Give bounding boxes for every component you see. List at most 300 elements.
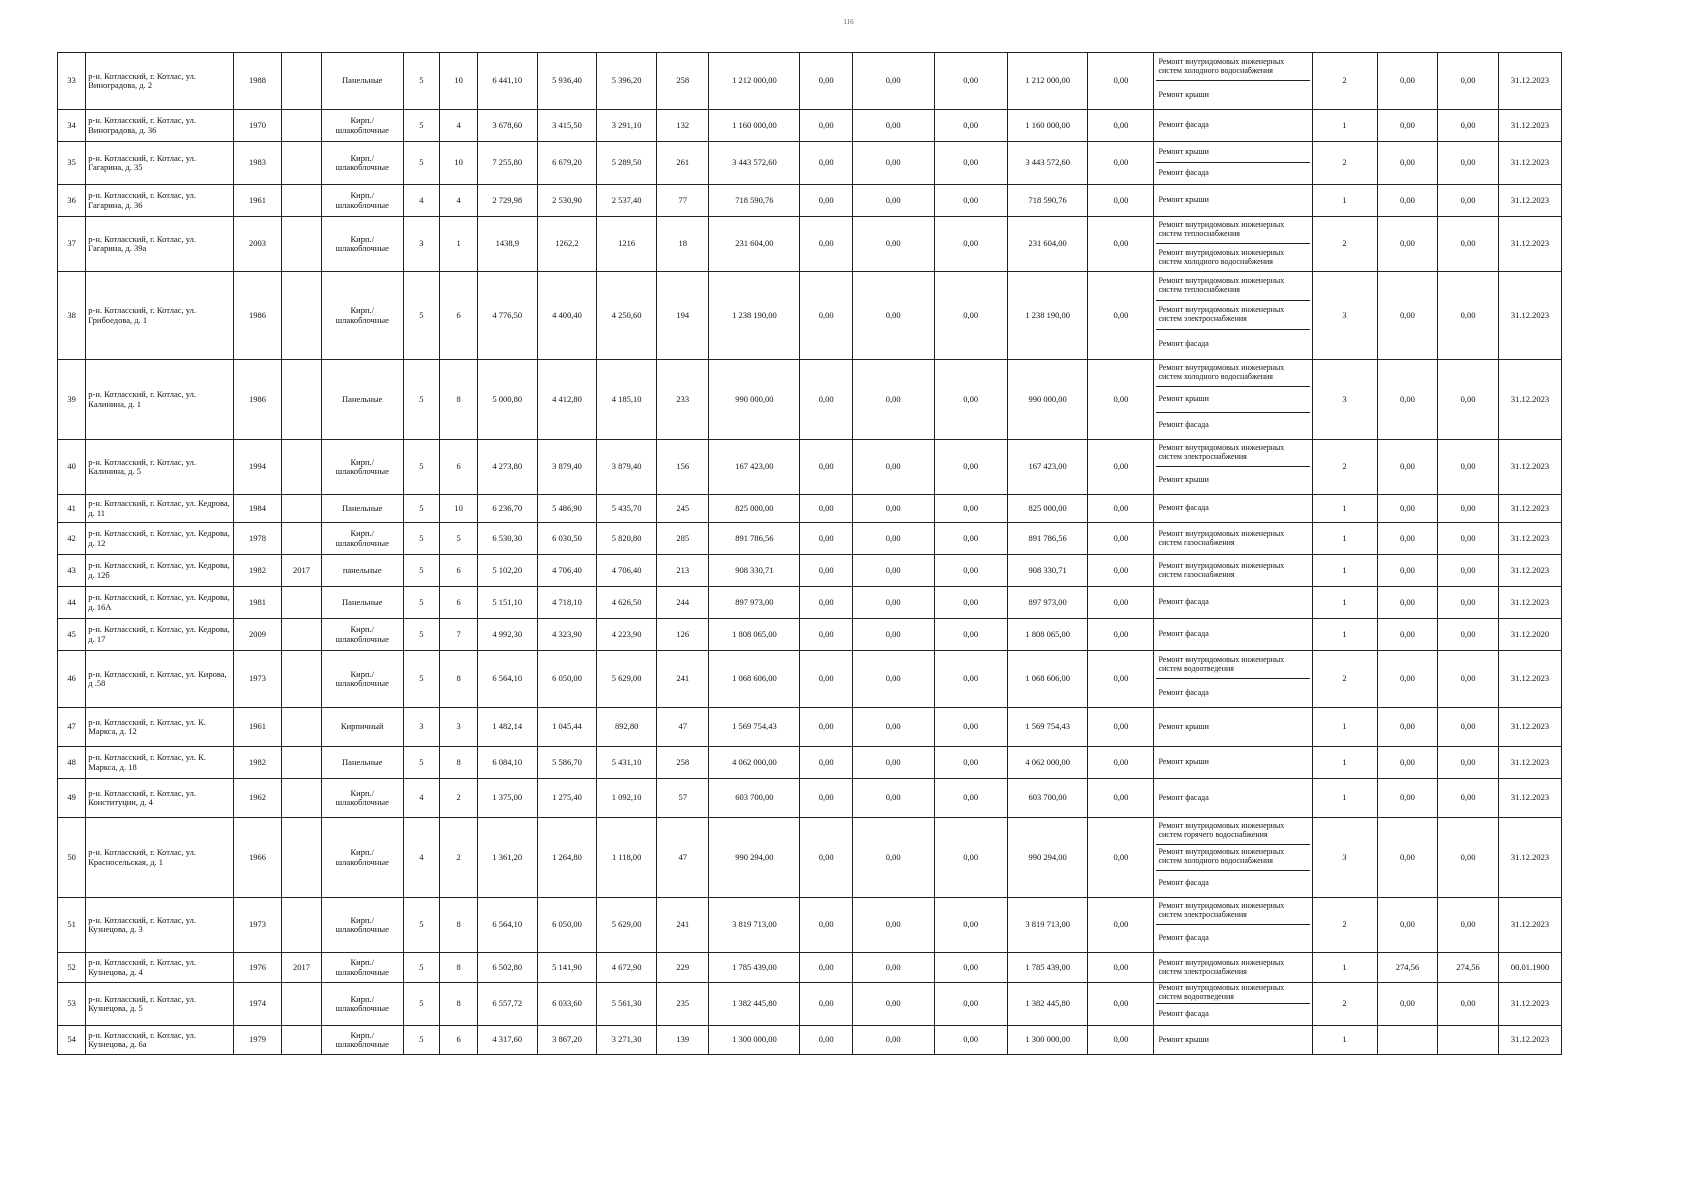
fund-regional-cell: 0,00 (852, 53, 934, 110)
deadline-cell: 31.12.2023 (1498, 360, 1561, 440)
work-count-cell: 1 (1312, 619, 1377, 651)
fund-regional-cell: 0,00 (852, 983, 934, 1026)
floors-cell: 5 (403, 523, 440, 555)
floors-cell: 5 (403, 1026, 440, 1055)
entrances-cell: 10 (440, 53, 478, 110)
fund-owners-cell: 825 000,00 (1007, 495, 1088, 523)
fund-other-cell: 0,00 (1088, 818, 1154, 898)
deadline-cell: 31.12.2023 (1498, 898, 1561, 953)
works-cell (1154, 953, 1312, 983)
address-cell: р-н. Котласский, г. Котлас, ул. Кедрова, д. 12 (86, 523, 234, 555)
fund-regional-cell: 0,00 (852, 142, 934, 185)
fund-other-cell: 0,00 (1088, 953, 1154, 983)
deadline-cell: 00.01.1900 (1498, 953, 1561, 983)
residents-cell: 57 (657, 779, 709, 818)
total-area-cell: 4 776,50 (477, 272, 537, 360)
unit-cost-cell: 0,00 (1377, 217, 1438, 272)
fund-federal-cell: 0,00 (800, 555, 852, 587)
deadline-cell: 31.12.2023 (1498, 651, 1561, 708)
address-cell: р-н. Котласский, г. Котлас, ул. Калинина, д. 1 (86, 360, 234, 440)
residents-cell: 244 (657, 587, 709, 619)
row-number: 37 (58, 217, 86, 272)
deadline-cell: 31.12.2020 (1498, 619, 1561, 651)
unit-cost-cell: 0,00 (1377, 555, 1438, 587)
deadline-cell: 31.12.2023 (1498, 272, 1561, 360)
max-unit-cost-cell: 0,00 (1438, 587, 1499, 619)
residents-cell: 47 (657, 818, 709, 898)
work-count-cell: 1 (1312, 1026, 1377, 1055)
floors-cell: 4 (403, 818, 440, 898)
row-number: 38 (58, 272, 86, 360)
fund-local-cell: 0,00 (934, 983, 1007, 1026)
area-living-cell: 5 820,80 (597, 523, 657, 555)
deadline-cell: 31.12.2023 (1498, 440, 1561, 495)
table-row (58, 818, 1562, 898)
address-cell: р-н. Котласский, г. Котлас, ул. Виноградова, д. 36 (86, 110, 234, 142)
wall-material-cell: Кирп./ шлакоблочные (321, 779, 403, 818)
floors-cell: 5 (403, 587, 440, 619)
entrances-cell: 6 (440, 555, 478, 587)
fund-federal-cell: 0,00 (800, 217, 852, 272)
fund-owners-cell: 990 294,00 (1007, 818, 1088, 898)
fund-other-cell: 0,00 (1088, 272, 1154, 360)
fund-other-cell: 0,00 (1088, 53, 1154, 110)
residents-cell: 132 (657, 110, 709, 142)
wall-material-cell: Панельные (321, 495, 403, 523)
work-item: Ремонт крыши (1158, 757, 1209, 767)
work-item: Ремонт внутридомовых инженерных систем теплоснабжения (1156, 217, 1309, 244)
year-overhaul-cell (282, 53, 322, 110)
residents-cell: 258 (657, 747, 709, 779)
register-rows (58, 53, 1562, 1055)
fund-owners-cell: 1 068 606,00 (1007, 651, 1088, 708)
entrances-cell: 3 (440, 708, 478, 747)
fund-regional-cell: 0,00 (852, 619, 934, 651)
fund-regional-cell: 0,00 (852, 708, 934, 747)
deadline-cell: 31.12.2023 (1498, 217, 1561, 272)
deadline-cell: 31.12.2023 (1498, 818, 1561, 898)
wall-material-cell: Кирп./ шлакоблочные (321, 1026, 403, 1055)
work-item: Ремонт фасада (1158, 687, 1209, 697)
cost-total-cell: 1 785 439,00 (709, 953, 800, 983)
work-count-cell: 1 (1312, 953, 1377, 983)
year-overhaul-cell (282, 818, 322, 898)
work-count-cell: 1 (1312, 587, 1377, 619)
cost-total-cell: 1 068 606,00 (709, 651, 800, 708)
work-item: Ремонт крыши (1158, 475, 1209, 485)
fund-federal-cell: 0,00 (800, 495, 852, 523)
unit-cost-cell: 0,00 (1377, 272, 1438, 360)
deadline-cell: 31.12.2023 (1498, 53, 1561, 110)
fund-other-cell: 0,00 (1088, 185, 1154, 217)
max-unit-cost-cell: 0,00 (1438, 440, 1499, 495)
total-area-cell: 4 273,80 (477, 440, 537, 495)
residents-cell: 139 (657, 1026, 709, 1055)
work-count-cell: 1 (1312, 495, 1377, 523)
work-item: Ремонт внутридомовых инженерных систем электроснабжения (1158, 957, 1285, 976)
fund-federal-cell: 0,00 (800, 53, 852, 110)
fund-federal-cell: 0,00 (800, 440, 852, 495)
wall-material-cell: Кирп./ шлакоблочные (321, 651, 403, 708)
fund-federal-cell: 0,00 (800, 953, 852, 983)
area-living-cell: 5 435,70 (597, 495, 657, 523)
address-cell: р-н. Котласский, г. Котлас, ул. Грибоедова, д. 1 (86, 272, 234, 360)
entrances-cell: 2 (440, 818, 478, 898)
floors-cell: 5 (403, 440, 440, 495)
fund-owners-cell: 1 382 445,80 (1007, 983, 1088, 1026)
cost-total-cell: 3 819 713,00 (709, 898, 800, 953)
total-area-cell: 4 317,60 (477, 1026, 537, 1055)
table-row (58, 185, 1562, 217)
unit-cost-cell: 0,00 (1377, 110, 1438, 142)
row-number: 41 (58, 495, 86, 523)
fund-other-cell: 0,00 (1088, 1026, 1154, 1055)
year-built-cell: 1984 (233, 495, 281, 523)
unit-cost-cell: 0,00 (1377, 360, 1438, 440)
residents-cell: 156 (657, 440, 709, 495)
wall-material-cell: Кирп./ шлакоблочные (321, 110, 403, 142)
address-cell: р-н. Котласский, г. Котлас, ул. Кедрова, д. 17 (86, 619, 234, 651)
area-living-cell: 4 706,40 (597, 555, 657, 587)
year-overhaul-cell (282, 217, 322, 272)
fund-local-cell: 0,00 (934, 953, 1007, 983)
year-built-cell: 1979 (233, 1026, 281, 1055)
area-all-cell: 3 415,50 (537, 110, 597, 142)
table-row (58, 587, 1562, 619)
table-row (58, 53, 1562, 110)
work-item: Ремонт крыши (1156, 387, 1309, 413)
fund-owners-cell: 1 808 065,00 (1007, 619, 1088, 651)
work-count-cell: 1 (1312, 708, 1377, 747)
table-row (58, 440, 1562, 495)
year-overhaul-cell (282, 272, 322, 360)
max-unit-cost-cell: 0,00 (1438, 217, 1499, 272)
table-row (58, 953, 1562, 983)
row-number: 40 (58, 440, 86, 495)
fund-local-cell: 0,00 (934, 747, 1007, 779)
row-number: 33 (58, 53, 86, 110)
area-all-cell: 1 264,80 (537, 818, 597, 898)
year-overhaul-cell (282, 747, 322, 779)
row-number: 54 (58, 1026, 86, 1055)
table-row (58, 747, 1562, 779)
page-number: 116 (843, 18, 854, 26)
row-number: 51 (58, 898, 86, 953)
row-number: 36 (58, 185, 86, 217)
total-area-cell: 5 151,10 (477, 587, 537, 619)
max-unit-cost-cell: 0,00 (1438, 142, 1499, 185)
area-all-cell: 4 718,10 (537, 587, 597, 619)
year-built-cell: 1973 (233, 898, 281, 953)
table-row (58, 272, 1562, 360)
row-number: 53 (58, 983, 86, 1026)
deadline-cell: 31.12.2023 (1498, 747, 1561, 779)
cost-total-cell: 908 330,71 (709, 555, 800, 587)
total-area-cell: 6 557,72 (477, 983, 537, 1026)
area-all-cell: 6 050,00 (537, 651, 597, 708)
deadline-cell: 31.12.2023 (1498, 110, 1561, 142)
max-unit-cost-cell: 0,00 (1438, 708, 1499, 747)
fund-owners-cell: 1 160 000,00 (1007, 110, 1088, 142)
area-living-cell: 4 250,60 (597, 272, 657, 360)
wall-material-cell: панельные (321, 555, 403, 587)
fund-regional-cell: 0,00 (852, 747, 934, 779)
work-count-cell: 2 (1312, 898, 1377, 953)
residents-cell: 285 (657, 523, 709, 555)
fund-local-cell: 0,00 (934, 779, 1007, 818)
fund-federal-cell: 0,00 (800, 1026, 852, 1055)
works-cell (1154, 587, 1312, 619)
year-built-cell: 1961 (233, 185, 281, 217)
fund-local-cell: 0,00 (934, 587, 1007, 619)
residents-cell: 126 (657, 619, 709, 651)
table-row (58, 779, 1562, 818)
residents-cell: 245 (657, 495, 709, 523)
area-living-cell: 2 537,40 (597, 185, 657, 217)
fund-federal-cell: 0,00 (800, 818, 852, 898)
year-built-cell: 1994 (233, 440, 281, 495)
work-count-cell: 2 (1312, 142, 1377, 185)
entrances-cell: 4 (440, 185, 478, 217)
year-built-cell: 1982 (233, 555, 281, 587)
wall-material-cell: Панельные (321, 747, 403, 779)
row-number: 42 (58, 523, 86, 555)
entrances-cell: 5 (440, 523, 478, 555)
work-item: Ремонт внутридомовых инженерных систем холодного водоснабжения (1156, 845, 1309, 871)
year-overhaul-cell (282, 779, 322, 818)
fund-regional-cell: 0,00 (852, 779, 934, 818)
cost-total-cell: 1 212 000,00 (709, 53, 800, 110)
fund-federal-cell: 0,00 (800, 708, 852, 747)
max-unit-cost-cell: 0,00 (1438, 898, 1499, 953)
entrances-cell: 1 (440, 217, 478, 272)
fund-local-cell: 0,00 (934, 360, 1007, 440)
floors-cell: 4 (403, 779, 440, 818)
works-cell (1154, 217, 1312, 272)
address-cell: р-н. Котласский, г. Котлас, ул. Кедрова, д. 11 (86, 495, 234, 523)
unit-cost-cell: 0,00 (1377, 898, 1438, 953)
works-cell (1154, 272, 1312, 360)
work-item: Ремонт внутридомовых инженерных систем электроснабжения (1156, 898, 1309, 925)
year-built-cell: 1983 (233, 142, 281, 185)
work-item: Ремонт внутридомовых инженерных систем теплоснабжения (1156, 272, 1309, 301)
max-unit-cost-cell: 0,00 (1438, 983, 1499, 1026)
year-built-cell: 1962 (233, 779, 281, 818)
entrances-cell: 6 (440, 1026, 478, 1055)
area-all-cell: 1 045,44 (537, 708, 597, 747)
table-row (58, 110, 1562, 142)
address-cell: р-н. Котласский, г. Котлас, ул. Кедрова, д. 12б (86, 555, 234, 587)
fund-owners-cell: 231 604,00 (1007, 217, 1088, 272)
table-row (58, 1026, 1562, 1055)
area-living-cell: 1 092,10 (597, 779, 657, 818)
fund-local-cell: 0,00 (934, 898, 1007, 953)
year-overhaul-cell (282, 619, 322, 651)
residents-cell: 47 (657, 708, 709, 747)
fund-regional-cell: 0,00 (852, 651, 934, 708)
max-unit-cost-cell: 0,00 (1438, 619, 1499, 651)
area-living-cell: 4 672,90 (597, 953, 657, 983)
area-living-cell: 1216 (597, 217, 657, 272)
fund-regional-cell: 0,00 (852, 555, 934, 587)
work-item: Ремонт фасада (1158, 1009, 1209, 1019)
entrances-cell: 6 (440, 272, 478, 360)
fund-other-cell: 0,00 (1088, 142, 1154, 185)
area-living-cell: 5 629,00 (597, 898, 657, 953)
work-item: Ремонт внутридомовых инженерных систем холодного водоснабжения (1156, 361, 1309, 387)
fund-regional-cell: 0,00 (852, 818, 934, 898)
wall-material-cell: Кирп./ шлакоблочные (321, 818, 403, 898)
row-number: 45 (58, 619, 86, 651)
area-living-cell: 5 396,20 (597, 53, 657, 110)
year-overhaul-cell (282, 983, 322, 1026)
works-cell (1154, 142, 1312, 185)
max-unit-cost-cell: 0,00 (1438, 651, 1499, 708)
unit-cost-cell: 0,00 (1377, 747, 1438, 779)
year-built-cell: 1976 (233, 953, 281, 983)
fund-owners-cell: 891 786,56 (1007, 523, 1088, 555)
area-all-cell: 5 936,40 (537, 53, 597, 110)
max-unit-cost-cell: 0,00 (1438, 53, 1499, 110)
row-number: 44 (58, 587, 86, 619)
work-item: Ремонт внутридомовых инженерных систем электроснабжения (1156, 440, 1309, 467)
deadline-cell: 31.12.2023 (1498, 779, 1561, 818)
address-cell: р-н. Котласский, г. Котлас, ул. Кузнецова, д. 6а (86, 1026, 234, 1055)
work-item: Ремонт крыши (1158, 89, 1209, 99)
total-area-cell: 5 000,80 (477, 360, 537, 440)
fund-federal-cell: 0,00 (800, 587, 852, 619)
cost-total-cell: 1 382 445,80 (709, 983, 800, 1026)
works-cell (1154, 779, 1312, 818)
fund-federal-cell: 0,00 (800, 619, 852, 651)
unit-cost-cell: 0,00 (1377, 495, 1438, 523)
fund-regional-cell: 0,00 (852, 360, 934, 440)
table-row (58, 360, 1562, 440)
work-item: Ремонт фасада (1158, 420, 1209, 430)
work-item: Ремонт внутридомовых инженерных систем газоснабжения (1158, 528, 1285, 547)
table-row (58, 619, 1562, 651)
year-overhaul-cell (282, 495, 322, 523)
entrances-cell: 8 (440, 898, 478, 953)
entrances-cell: 2 (440, 779, 478, 818)
area-all-cell: 4 323,90 (537, 619, 597, 651)
fund-owners-cell: 3 443 572,60 (1007, 142, 1088, 185)
row-number: 34 (58, 110, 86, 142)
work-count-cell: 1 (1312, 779, 1377, 818)
fund-local-cell: 0,00 (934, 708, 1007, 747)
floors-cell: 5 (403, 747, 440, 779)
fund-regional-cell: 0,00 (852, 217, 934, 272)
work-item: Ремонт фасада (1158, 878, 1209, 888)
fund-other-cell: 0,00 (1088, 898, 1154, 953)
unit-cost-cell: 0,00 (1377, 619, 1438, 651)
area-living-cell: 4 626,50 (597, 587, 657, 619)
wall-material-cell: Кирп./ шлакоблочные (321, 440, 403, 495)
floors-cell: 3 (403, 708, 440, 747)
year-built-cell: 1978 (233, 523, 281, 555)
fund-other-cell: 0,00 (1088, 747, 1154, 779)
fund-local-cell: 0,00 (934, 272, 1007, 360)
wall-material-cell: Кирп./ шлакоблочные (321, 142, 403, 185)
floors-cell: 5 (403, 110, 440, 142)
fund-local-cell: 0,00 (934, 555, 1007, 587)
table-row (58, 217, 1562, 272)
area-living-cell: 5 289,50 (597, 142, 657, 185)
fund-local-cell: 0,00 (934, 53, 1007, 110)
work-item: Ремонт внутридомовых инженерных систем газоснабжения (1158, 560, 1285, 579)
work-item: Ремонт фасада (1158, 629, 1209, 639)
work-count-cell: 1 (1312, 110, 1377, 142)
work-item: Ремонт крыши (1156, 142, 1309, 163)
address-cell: р-н. Котласский, г. Котлас, ул. Кузнецова, д. 5 (86, 983, 234, 1026)
table-row (58, 898, 1562, 953)
address-cell: р-н. Котласский, г. Котлас, ул. Гагарина, д. 39а (86, 217, 234, 272)
area-all-cell: 6 679,20 (537, 142, 597, 185)
year-built-cell: 1961 (233, 708, 281, 747)
work-item: Ремонт внутридомовых инженерных систем электроснабжения (1156, 301, 1309, 330)
deadline-cell: 31.12.2023 (1498, 1026, 1561, 1055)
residents-cell: 213 (657, 555, 709, 587)
deadline-cell: 31.12.2023 (1498, 555, 1561, 587)
total-area-cell: 7 255,80 (477, 142, 537, 185)
wall-material-cell: Панельные (321, 587, 403, 619)
work-item: Ремонт крыши (1158, 721, 1209, 731)
fund-owners-cell: 1 569 754,43 (1007, 708, 1088, 747)
floors-cell: 5 (403, 898, 440, 953)
cost-total-cell: 990 000,00 (709, 360, 800, 440)
fund-owners-cell: 908 330,71 (1007, 555, 1088, 587)
fund-local-cell: 0,00 (934, 142, 1007, 185)
unit-cost-cell: 0,00 (1377, 818, 1438, 898)
fund-owners-cell: 897 973,00 (1007, 587, 1088, 619)
residents-cell: 258 (657, 53, 709, 110)
work-count-cell: 3 (1312, 818, 1377, 898)
floors-cell: 5 (403, 360, 440, 440)
wall-material-cell: Кирп./ шлакоблочные (321, 619, 403, 651)
fund-regional-cell: 0,00 (852, 440, 934, 495)
fund-regional-cell: 0,00 (852, 185, 934, 217)
works-cell (1154, 898, 1312, 953)
fund-other-cell: 0,00 (1088, 651, 1154, 708)
fund-local-cell: 0,00 (934, 495, 1007, 523)
fund-owners-cell: 1 300 000,00 (1007, 1026, 1088, 1055)
fund-federal-cell: 0,00 (800, 110, 852, 142)
area-all-cell: 5 141,90 (537, 953, 597, 983)
area-all-cell: 3 879,40 (537, 440, 597, 495)
area-living-cell: 4 223,90 (597, 619, 657, 651)
year-built-cell: 2003 (233, 217, 281, 272)
area-living-cell: 3 879,40 (597, 440, 657, 495)
area-all-cell: 6 033,60 (537, 983, 597, 1026)
floors-cell: 5 (403, 495, 440, 523)
entrances-cell: 6 (440, 440, 478, 495)
fund-regional-cell: 0,00 (852, 272, 934, 360)
overhaul-register-table (57, 52, 1562, 1055)
address-cell: р-н. Котласский, г. Котлас, ул. Кузнецова, д. 4 (86, 953, 234, 983)
max-unit-cost-cell: 0,00 (1438, 185, 1499, 217)
fund-owners-cell: 1 785 439,00 (1007, 953, 1088, 983)
year-overhaul-cell: 2017 (282, 555, 322, 587)
works-cell (1154, 818, 1312, 898)
register-sheet (57, 52, 1562, 1055)
work-count-cell: 2 (1312, 983, 1377, 1026)
fund-local-cell: 0,00 (934, 440, 1007, 495)
year-overhaul-cell (282, 185, 322, 217)
address-cell: р-н. Котласский, г. Котлас, ул. Кирова, д .58 (86, 651, 234, 708)
wall-material-cell: Панельные (321, 53, 403, 110)
works-cell (1154, 185, 1312, 217)
year-overhaul-cell (282, 110, 322, 142)
